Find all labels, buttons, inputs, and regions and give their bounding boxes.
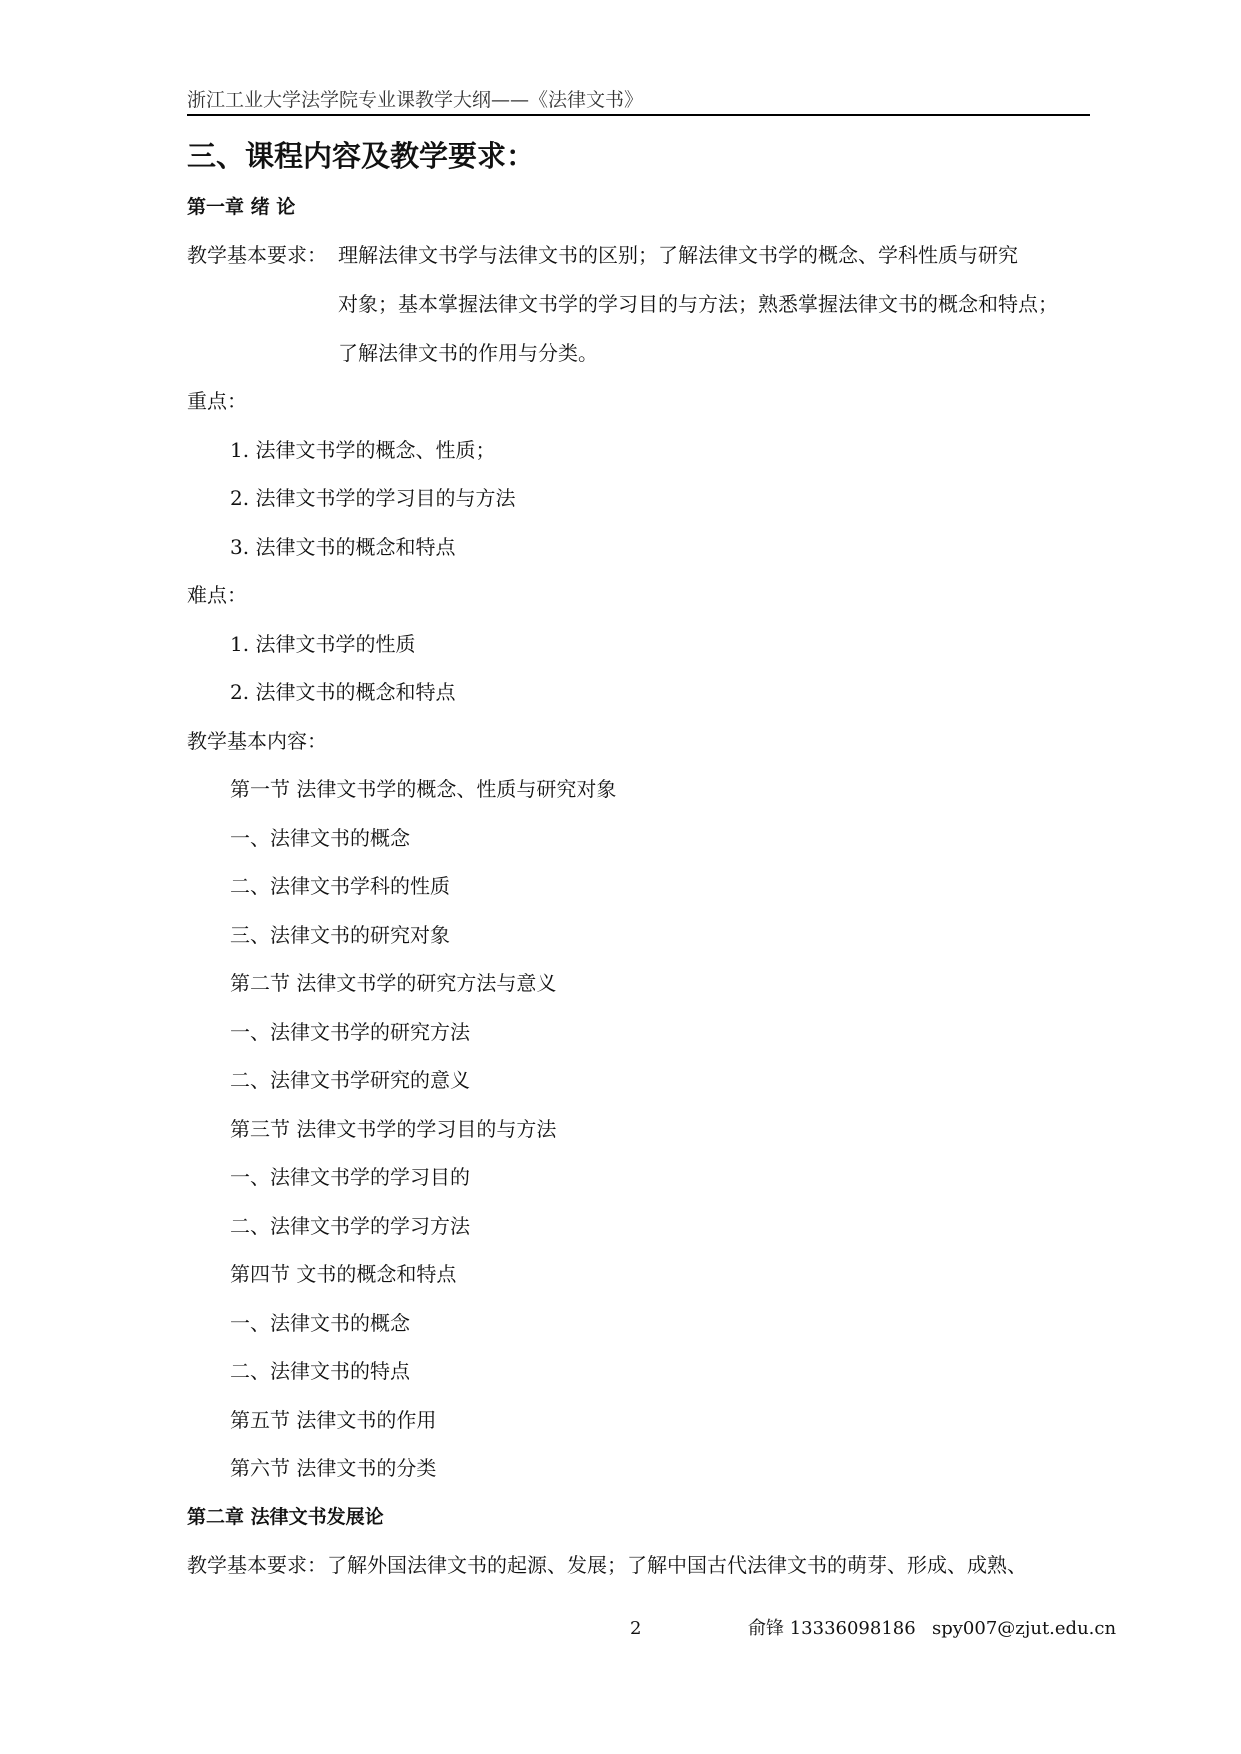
footer-email: spy007@zjut.edu.cn (932, 1618, 1117, 1639)
content-subitem: 三、法律文书的研究对象 (230, 923, 450, 947)
section-title: 三、课程内容及教学要求： (187, 139, 536, 173)
chapter1-title: 第一章 绪 论 (187, 196, 296, 218)
chapter2-requirements-line: 教学基本要求：了解外国法律文书的起源、发展；了解中国古代法律文书的萌芽、形成、成熟、 (187, 1553, 1027, 1577)
key-point-item: 1. 法律文书学的概念、性质； (230, 438, 496, 462)
content-section-heading: 第二节 法律文书学的研究方法与意义 (230, 971, 557, 995)
content-section-heading: 第五节 法律文书的作用 (230, 1408, 437, 1432)
difficulty-item: 1. 法律文书学的性质 (230, 632, 416, 656)
content-subitem: 一、法律文书学的研究方法 (230, 1020, 470, 1044)
key-point-item: 3. 法律文书的概念和特点 (230, 535, 456, 559)
content-subitem: 二、法律文书学科的性质 (230, 874, 450, 898)
content-subitem: 二、法律文书学的学习方法 (230, 1214, 470, 1238)
page-header: 浙江工业大学法学院专业课教学大纲——《法律文书》 (187, 89, 644, 111)
content-section-heading: 第四节 文书的概念和特点 (230, 1262, 457, 1286)
content-subitem: 二、法律文书的特点 (230, 1359, 410, 1383)
key-point-item: 2. 法律文书学的学习目的与方法 (230, 486, 516, 510)
content-subitem: 一、法律文书的概念 (230, 826, 410, 850)
content-section-heading: 第一节 法律文书学的概念、性质与研究对象 (230, 777, 617, 801)
content-section-heading: 第三节 法律文书学的学习目的与方法 (230, 1117, 557, 1141)
chapter1-requirements-line: 对象；基本掌握法律文书学的学习目的与方法；熟悉掌握法律文书的概念和特点； (338, 292, 1058, 316)
difficulty-item: 2. 法律文书的概念和特点 (230, 680, 456, 704)
content-subitem: 一、法律文书学的学习目的 (230, 1165, 470, 1189)
page-number: 2 (630, 1618, 642, 1639)
chapter2-title: 第二章 法律文书发展论 (187, 1506, 384, 1528)
footer-author: 俞锋 13336098186 (748, 1618, 916, 1639)
key-points-label: 重点： (187, 389, 247, 413)
content-label: 教学基本内容： (187, 729, 327, 753)
content-section-heading: 第六节 法律文书的分类 (230, 1456, 437, 1480)
chapter1-requirements-line: 了解法律文书的作用与分类。 (338, 341, 598, 365)
difficulties-label: 难点： (187, 583, 247, 607)
chapter1-requirements-label: 教学基本要求： (187, 243, 327, 267)
content-subitem: 二、法律文书学研究的意义 (230, 1068, 470, 1092)
content-subitem: 一、法律文书的概念 (230, 1311, 410, 1335)
header-rule (187, 114, 1090, 116)
chapter1-requirements-line: 理解法律文书学与法律文书的区别；了解法律文书学的概念、学科性质与研究 (338, 243, 1018, 267)
